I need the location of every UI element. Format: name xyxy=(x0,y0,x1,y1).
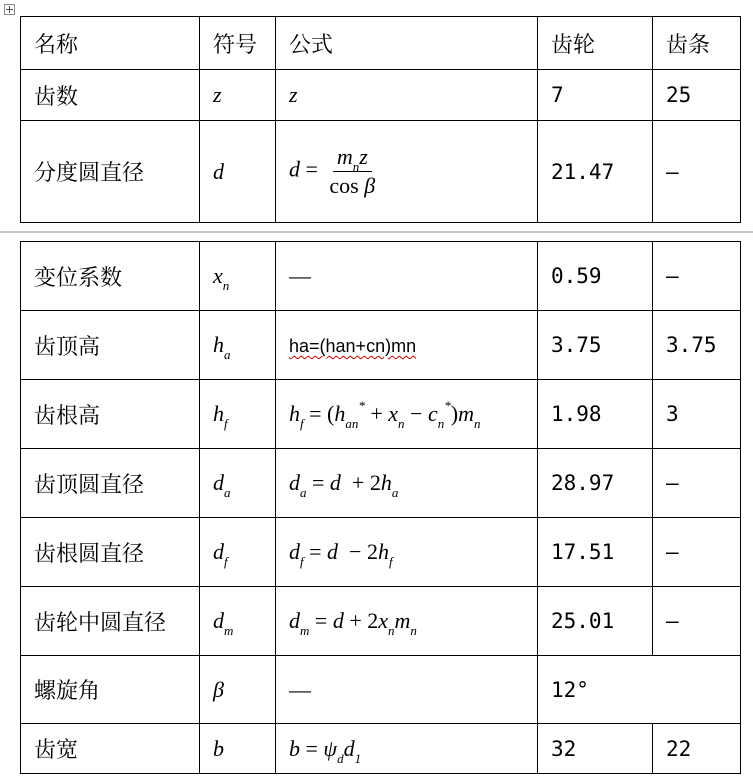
param-formula: $h_f = (h_{an}^* + x_n - c_n^*)m_n$ xyxy=(276,380,538,449)
param-symbol: $h_a$ xyxy=(200,311,276,380)
param-name: 齿顶高 xyxy=(21,311,200,380)
param-symbol: $x_n$ xyxy=(200,242,276,311)
table-row xyxy=(21,380,741,449)
param-name: 齿轮中圆直径 xyxy=(21,587,200,656)
gear-value: 3.75 xyxy=(538,311,653,380)
table-row xyxy=(21,449,741,518)
param-formula: — xyxy=(276,656,538,724)
header-name: 名称 xyxy=(21,17,200,70)
param-symbol: b xyxy=(200,724,276,774)
formula-z: z xyxy=(289,82,298,107)
table-row xyxy=(21,724,741,774)
gear-value: 28.97 xyxy=(538,449,653,518)
rack-value: — xyxy=(653,587,741,656)
gear-value: 0.59 xyxy=(538,242,653,311)
param-name: 齿宽 xyxy=(21,724,200,774)
rack-value: 3 xyxy=(653,380,741,449)
param-name: 齿数 xyxy=(21,70,200,121)
rack-value: 3.75 xyxy=(653,311,741,380)
formula-fraction: $\frac{m_nz}{\text{cos β}}$ xyxy=(329,144,376,198)
gear-value: 17.51 xyxy=(538,518,653,587)
param-formula: — xyxy=(276,242,538,311)
param-formula: $d_m = d + 2x_nm_n$ xyxy=(276,587,538,656)
table-header-row xyxy=(21,17,741,70)
param-name: 变位系数 xyxy=(21,242,200,311)
param-symbol: $d_m$ xyxy=(200,587,276,656)
gear-parameter-table-top xyxy=(20,16,741,223)
param-name: 齿根圆直径 xyxy=(21,518,200,587)
gear-value: 12° xyxy=(538,656,741,724)
param-formula: d = $\frac{m_nz}{\text{cos β}}$ xyxy=(276,121,538,223)
table-row xyxy=(21,587,741,656)
gear-parameter-table-bottom xyxy=(20,241,741,774)
param-formula xyxy=(276,311,538,380)
gear-value: 7 xyxy=(538,70,653,121)
param-name: 螺旋角 xyxy=(21,656,200,724)
header-symbol: 符号 xyxy=(200,17,276,70)
rack-value: — xyxy=(653,449,741,518)
header-formula: 公式 xyxy=(276,17,538,70)
header-gear: 齿轮 xyxy=(538,17,653,70)
param-symbol: $d_a$ xyxy=(200,449,276,518)
table-row xyxy=(21,311,741,380)
table-row xyxy=(21,656,741,724)
param-symbol: $d_f$ xyxy=(200,518,276,587)
table-row xyxy=(21,242,741,311)
param-name: 齿顶圆直径 xyxy=(21,449,200,518)
page-break-separator xyxy=(0,231,753,233)
param-formula xyxy=(276,70,538,121)
param-symbol: $h_f$ xyxy=(200,380,276,449)
param-formula: $d_a = d + 2h_a$ xyxy=(276,449,538,518)
rack-value: — xyxy=(653,121,741,223)
param-name: 齿根高 xyxy=(21,380,200,449)
param-formula: $d_f = d - 2h_f$ xyxy=(276,518,538,587)
table-row xyxy=(21,70,741,121)
rack-value: — xyxy=(653,518,741,587)
param-formula: $b = \psi_dd_1$ xyxy=(276,724,538,774)
param-symbol: z xyxy=(200,70,276,121)
header-rack: 齿条 xyxy=(653,17,741,70)
table-move-handle-icon[interactable] xyxy=(4,4,15,15)
spellcheck-flagged-text: ha=(han+cn)mn xyxy=(289,336,417,356)
rack-value: 22 xyxy=(653,724,741,774)
table-row xyxy=(21,518,741,587)
gear-value: 32 xyxy=(538,724,653,774)
table-row xyxy=(21,121,741,223)
param-symbol: β xyxy=(200,656,276,724)
param-name: 分度圆直径 xyxy=(21,121,200,223)
gear-value: 25.01 xyxy=(538,587,653,656)
rack-value: — xyxy=(653,242,741,311)
rack-value: 25 xyxy=(653,70,741,121)
gear-value: 21.47 xyxy=(538,121,653,223)
gear-value: 1.98 xyxy=(538,380,653,449)
param-symbol: d xyxy=(200,121,276,223)
